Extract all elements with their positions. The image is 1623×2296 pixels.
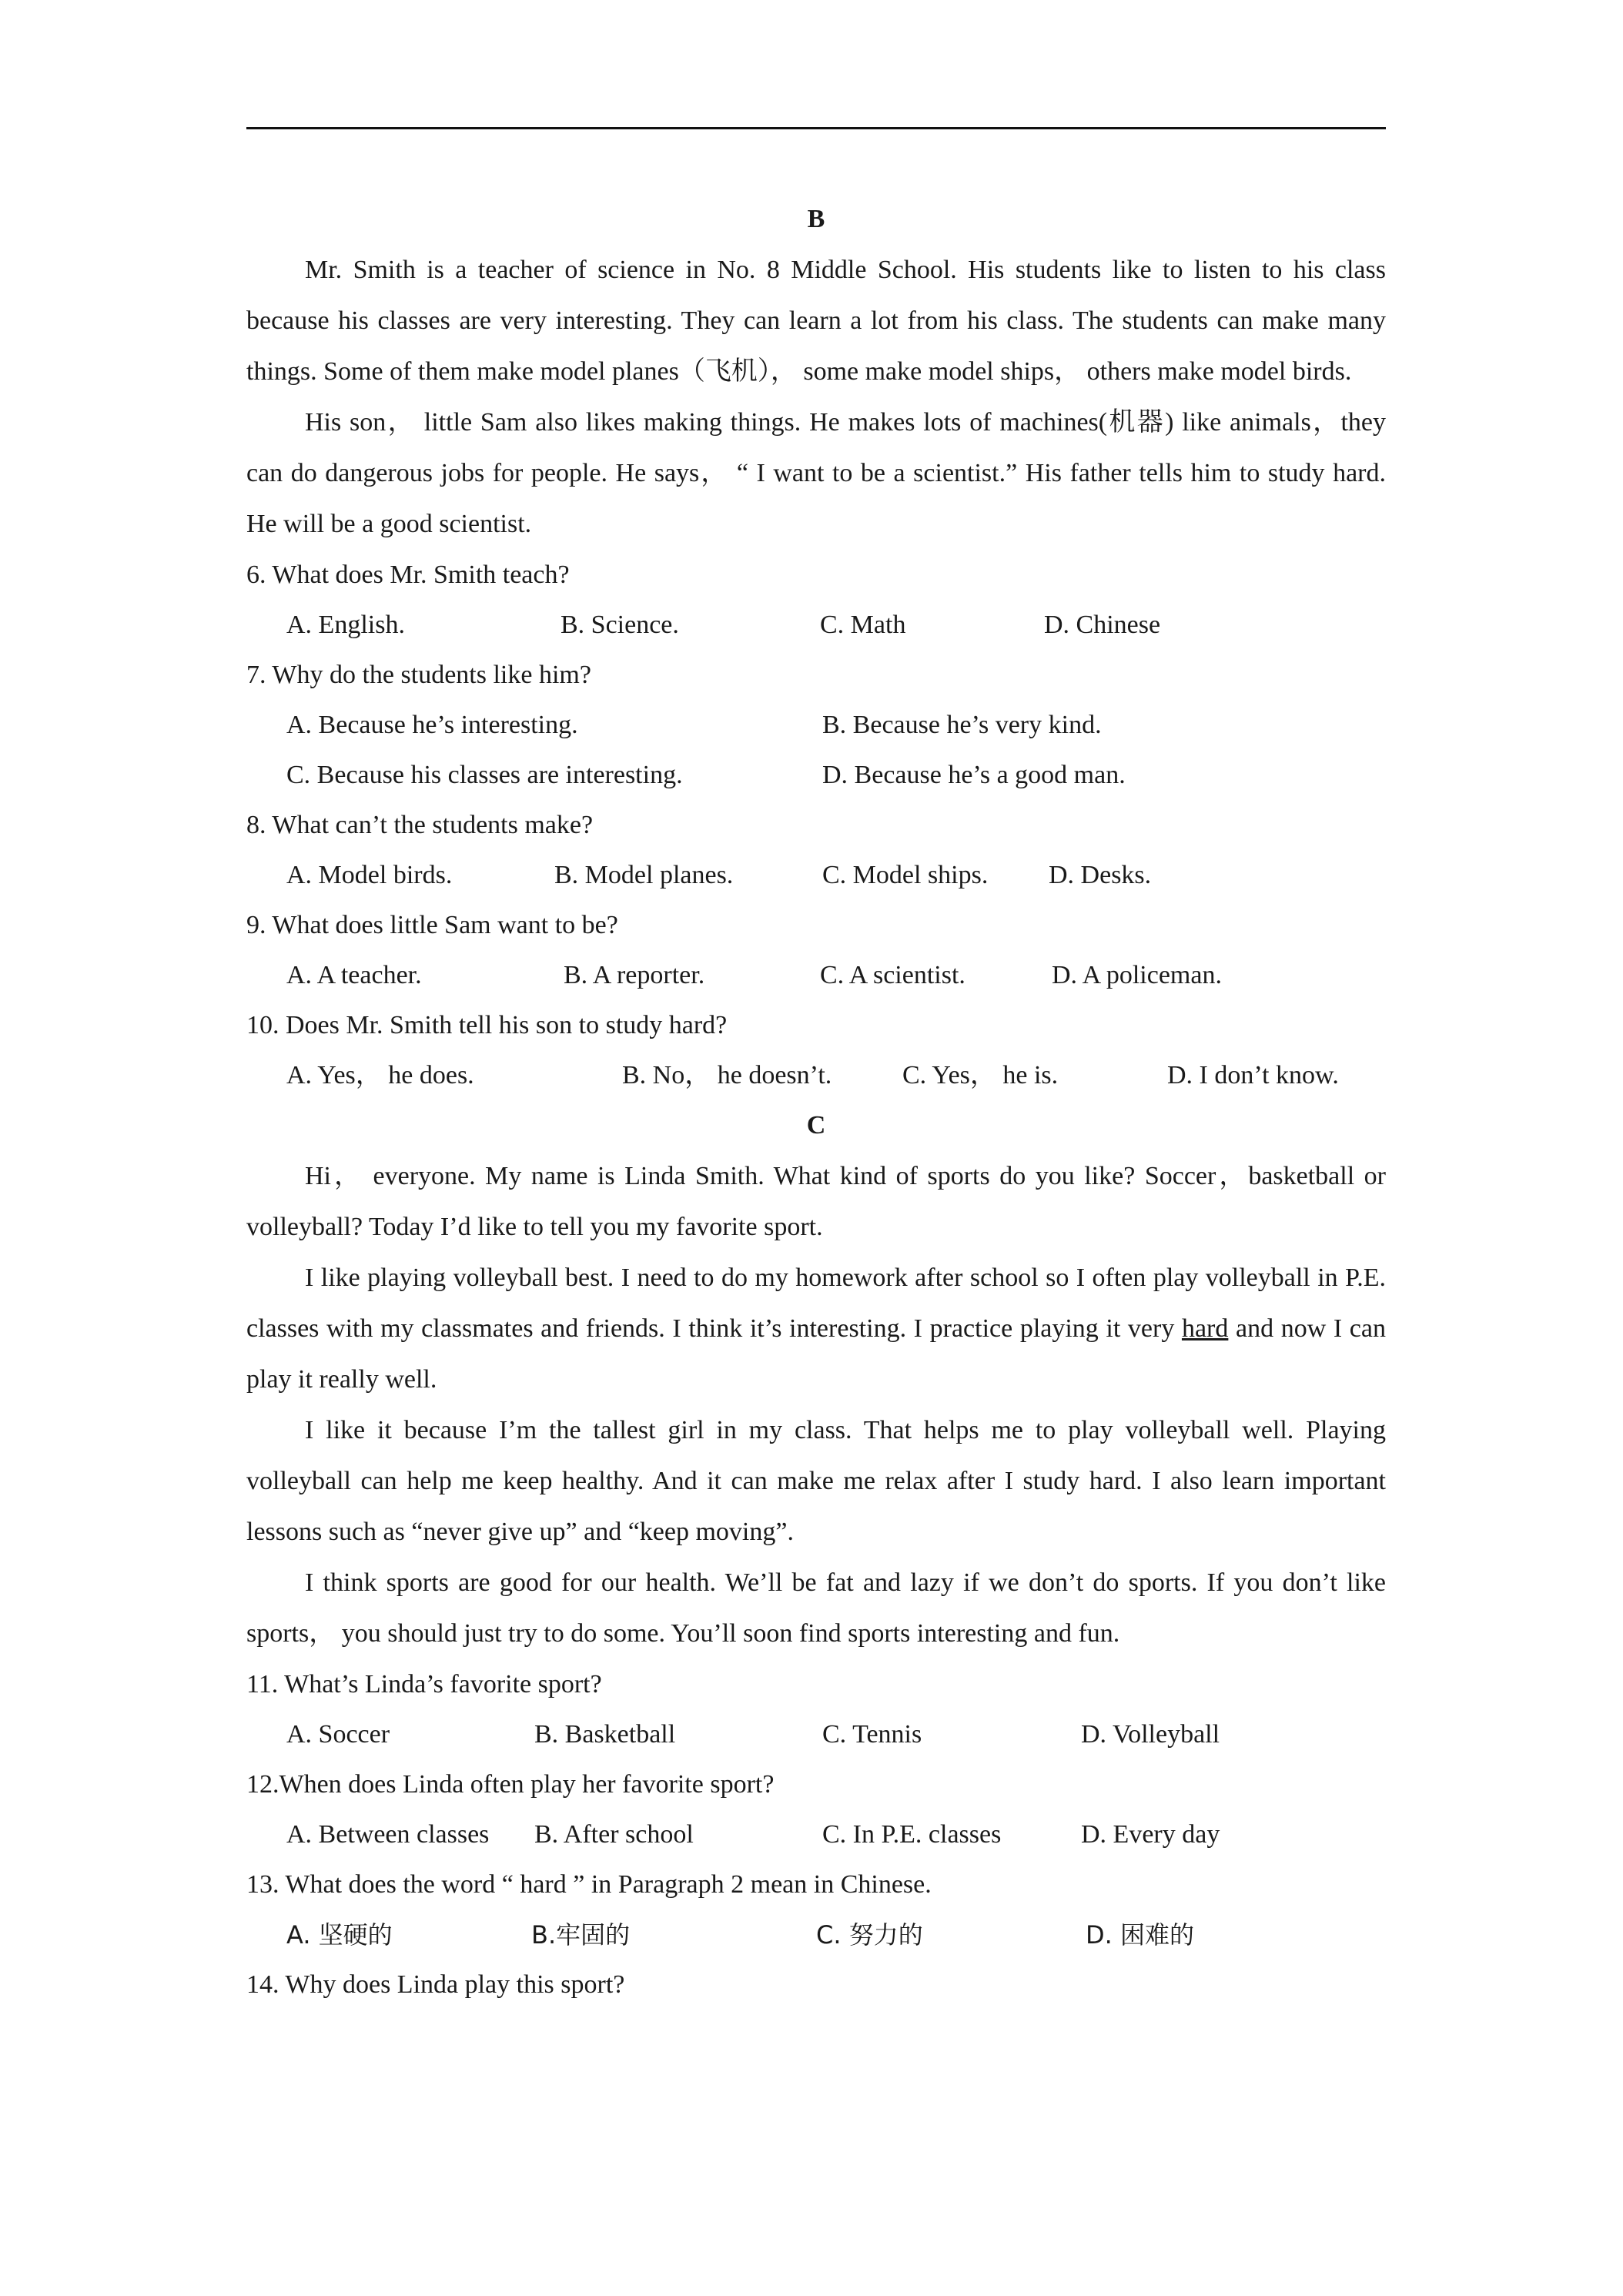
section-c-heading: C bbox=[806, 1111, 826, 1140]
question-12: 12.When does Linda often play her favorite sport? bbox=[246, 1770, 775, 1799]
section-b-paragraph-1: Mr. Smith is a teacher of science in No. 8 Middle School. His students like to listen to his class because his classes are very interesting. They can learn a lot from his class. The students can make many things. Some of them make model planes（飞机）， some make model ships， others make model birds. bbox=[246, 256, 1386, 386]
option-a: A. Model birds. bbox=[286, 861, 453, 889]
option-d: D. Chinese bbox=[1044, 611, 1161, 639]
option-a: A. Yes， he does. bbox=[286, 1061, 474, 1089]
option-c: C. Yes， he is. bbox=[902, 1061, 1059, 1089]
option-d: D. Every day bbox=[1081, 1820, 1220, 1849]
option-d: D. 困难的 bbox=[1086, 1920, 1194, 1950]
option-c: C. 努力的 bbox=[816, 1920, 923, 1950]
option-b: B. After school bbox=[534, 1820, 694, 1849]
question-13: 13. What does the word “ hard ” in Paragraph 2 mean in Chinese. bbox=[246, 1870, 932, 1899]
option-c: C. Tennis bbox=[822, 1720, 922, 1749]
section-c-paragraph-2 bbox=[246, 1253, 1386, 1405]
option-a: A. Because he’s interesting. bbox=[286, 711, 578, 739]
option-b: B. No， he doesn’t. bbox=[622, 1061, 832, 1089]
question-8-options bbox=[246, 850, 1386, 900]
question-12-options bbox=[246, 1809, 1386, 1859]
header-rule bbox=[246, 127, 1386, 129]
question-7: 7. Why do the students like him? bbox=[246, 661, 591, 689]
section-c-paragraph-3: I like it because I’m the tallest girl in my class. That helps me to play volleyball well. Playing volleyball can help me keep healthy. And it can make me relax after I study hard. I also learn important lessons such as “never give up” and “keep moving”. bbox=[246, 1416, 1386, 1546]
question-14: 14. Why does Linda play this sport? bbox=[246, 1970, 625, 1999]
option-c: C. Model ships. bbox=[822, 861, 989, 889]
question-6-options bbox=[246, 600, 1386, 650]
question-7-options-row-1 bbox=[246, 700, 1386, 750]
option-a: A. Between classes bbox=[286, 1820, 490, 1849]
question-10: 10. Does Mr. Smith tell his son to study hard? bbox=[246, 1011, 728, 1039]
option-a: A. Soccer bbox=[286, 1720, 390, 1749]
option-c: C. Because his classes are interesting. bbox=[286, 761, 683, 789]
paragraph-2-text-start: I like playing volleyball best. I need to do my homework after school so I often play volleyball in P.E. classes with my classmates and friends. I think it’s interesting. I practice playing it very bbox=[246, 1263, 1386, 1343]
option-b: B. A reporter. bbox=[564, 961, 705, 989]
question-11-options bbox=[246, 1709, 1386, 1759]
option-b: B. Because he’s very kind. bbox=[822, 711, 1102, 739]
section-c-paragraph-1: Hi， everyone. My name is Linda Smith. What kind of sports do you like? Soccer，basketball or volleyball? Today I’d like to tell you my favorite sport. bbox=[246, 1162, 1386, 1241]
option-b: B. Model planes. bbox=[554, 861, 734, 889]
option-b: B. Science. bbox=[561, 611, 679, 639]
option-a: A. English. bbox=[286, 611, 405, 639]
option-d: D. A policeman. bbox=[1052, 961, 1222, 989]
question-11: 11. What’s Linda’s favorite sport? bbox=[246, 1670, 602, 1699]
question-7-options-row-2 bbox=[246, 750, 1386, 800]
option-d: D. Because he’s a good man. bbox=[822, 761, 1126, 789]
paragraph-2-text-end: and now I can play it really well. bbox=[246, 1314, 1386, 1394]
question-9-options bbox=[246, 950, 1386, 1000]
exam-page bbox=[246, 194, 1386, 2010]
option-c: C. In P.E. classes bbox=[822, 1820, 1002, 1849]
option-a: A. 坚硬的 bbox=[286, 1920, 393, 1950]
underlined-word-hard: hard bbox=[1181, 1314, 1229, 1343]
question-13-options bbox=[246, 1909, 1386, 1960]
option-d: D. Desks. bbox=[1049, 861, 1152, 889]
question-9: 9. What does little Sam want to be? bbox=[246, 911, 618, 939]
section-c-paragraph-4: I think sports are good for our health. We’ll be fat and lazy if we don’t do sports. If you don’t like sports， you should just try to do some. You’ll soon find sports interesting and fun. bbox=[246, 1568, 1386, 1648]
option-d: D. Volleyball bbox=[1081, 1720, 1220, 1749]
question-6: 6. What does Mr. Smith teach? bbox=[246, 561, 570, 589]
section-b-heading: B bbox=[807, 205, 825, 233]
option-b: B. Basketball bbox=[534, 1720, 676, 1749]
option-c: C. Math bbox=[820, 611, 906, 639]
question-10-options bbox=[246, 1050, 1386, 1100]
option-d: D. I don’t know. bbox=[1167, 1061, 1339, 1089]
option-b: B.牢固的 bbox=[531, 1920, 631, 1950]
option-a: A. A teacher. bbox=[286, 961, 422, 989]
option-c: C. A scientist. bbox=[820, 961, 965, 989]
section-b-paragraph-2: His son， little Sam also likes making things. He makes lots of machines(机器) like animals，they can do dangerous jobs for people. He says， “ I want to be a scientist.” His father tells him to study hard. He will be a good scientist. bbox=[246, 408, 1386, 538]
question-8: 8. What can’t the students make? bbox=[246, 811, 594, 839]
